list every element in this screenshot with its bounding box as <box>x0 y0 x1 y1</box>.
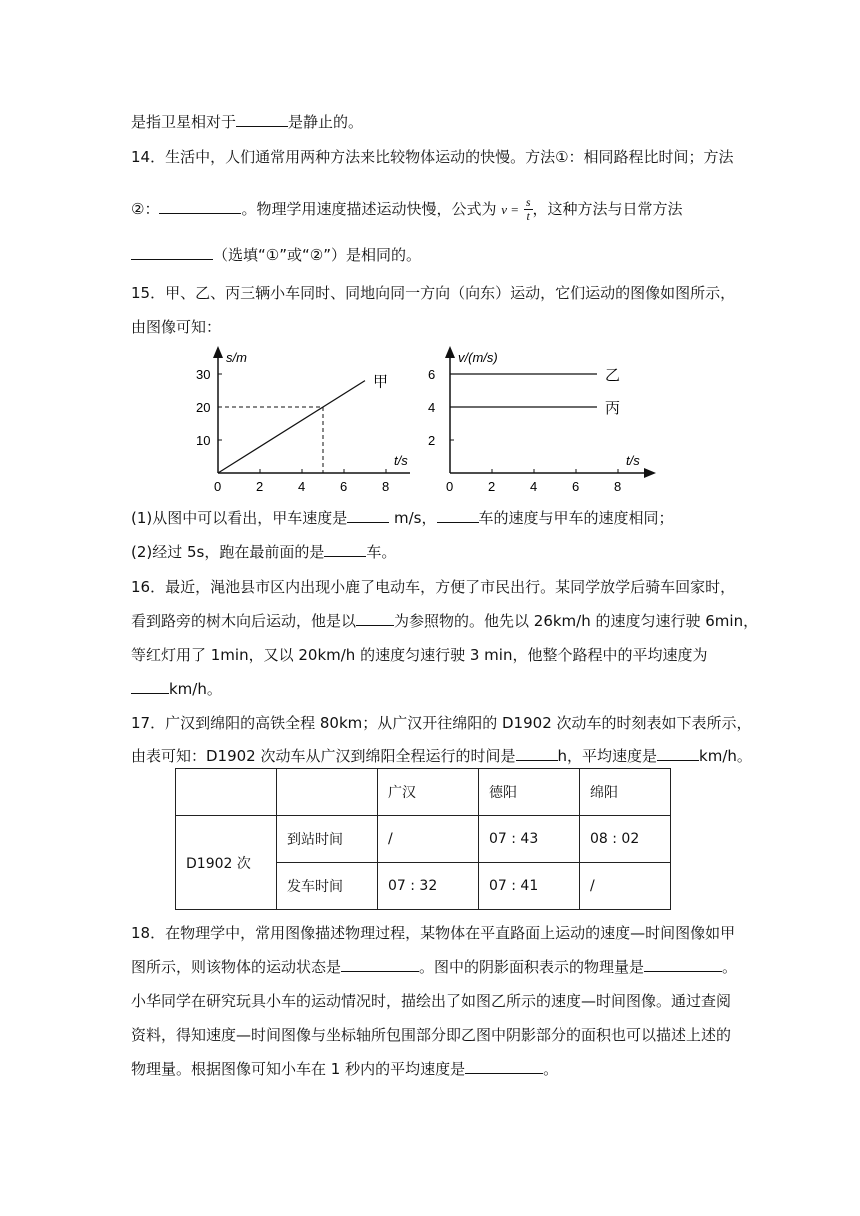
y-tick-label: 30 <box>196 367 211 382</box>
x-tick-label: 8 <box>614 479 622 494</box>
x-axis-label: t/s <box>394 453 408 468</box>
q15-line1: 15．甲、乙、丙三辆小车同时、同地向同一方向（向东）运动，它们运动的图像如图所示， <box>131 284 736 302</box>
formula-fraction: $\frac{s}{t}$ <box>525 195 531 223</box>
y-axis-arrow <box>445 346 455 358</box>
table-header-cell: 广汉 <box>378 769 479 816</box>
y-tick-label: 4 <box>428 400 436 415</box>
y-axis-label: v/(m/s) <box>458 350 498 365</box>
q18-line2: 图所示，则该物体的运动状态是 。图中的阴影面积表示的物理量是 。 <box>131 958 738 976</box>
x-tick-label: 6 <box>340 479 348 494</box>
q18-line5: 物理量。根据图像可知小车在 1 秒内的平均速度是 。 <box>131 1060 559 1078</box>
st-chart <box>190 345 410 495</box>
x-axis-label: t/s <box>626 453 640 468</box>
y-tick-label: 6 <box>428 367 436 382</box>
blank[interactable] <box>465 1059 543 1074</box>
q16-line4: km/h。 <box>131 679 222 699</box>
y-tick-label: 20 <box>196 400 211 415</box>
q15-line2: 由图像可知： <box>131 318 222 336</box>
q17-line1: 17．广汉到绵阳的高铁全程 80km；从广汉开往绵阳的 D1902 次动车的时刻表如下表所示， <box>131 714 752 732</box>
table-cell: / <box>378 816 479 863</box>
q15-sub1: (1)从图中可以看出，甲车速度是 m/s， 车的速度与甲车的速度相同； <box>131 509 674 527</box>
blank[interactable] <box>644 957 722 972</box>
series-label: 丙 <box>605 400 621 417</box>
q14-line1: 14．生活中，人们通常用两种方法来比较物体运动的快慢。方法①：相同路程比时间；方法 <box>131 148 734 166</box>
blank[interactable] <box>341 957 419 972</box>
q18-line1: 18．在物理学中，常用图像描述物理过程，某物体在平直路面上运动的速度—时间图像如甲 <box>131 924 736 942</box>
table-cell: 07 : 43 <box>479 816 580 863</box>
blank[interactable] <box>347 508 389 523</box>
x-tick-label: 4 <box>298 479 306 494</box>
vt-chart <box>420 345 660 495</box>
q13-tail: 是指卫星相对于 是静止的。 <box>131 113 364 131</box>
table-row <box>176 816 671 863</box>
table-cell: / <box>580 863 671 910</box>
table-cell: 07 : 41 <box>479 863 580 910</box>
table-header-cell <box>277 769 378 816</box>
x-tick-label: 8 <box>382 479 390 494</box>
series-line <box>218 381 365 473</box>
x-tick-label: 2 <box>256 479 264 494</box>
blank[interactable] <box>236 112 288 127</box>
blank[interactable] <box>131 679 169 694</box>
q18-line4: 资料，得知速度—时间图像与坐标轴所包围部分即乙图中阴影部分的面积也可以描述上述的 <box>131 1026 732 1044</box>
train-number: D1902 次 <box>176 816 277 910</box>
y-tick-label: 2 <box>428 433 436 448</box>
q16-line3: 等红灯用了 1min，又以 20km/h 的速度匀速行驶 3 min，他整个路程中的平均速度为 <box>131 646 708 664</box>
x-tick-label: 2 <box>488 479 496 494</box>
q16-line1: 16．最近，渑池县市区内出现小鹿了电动车，方便了市民出行。某同学放学后骑车回家时， <box>131 578 736 596</box>
x-tick-label: 6 <box>572 479 580 494</box>
q18-line3: 小华同学在研究玩具小车的运动情况时，描绘出了如图乙所示的速度—时间图像。通过查阅 <box>131 992 732 1010</box>
table-cell: 07 : 32 <box>378 863 479 910</box>
q14-line2: ②： 。物理学用速度描述运动快慢，公式为 v = $\frac{s}{t}$ ，这种方法与日常方法 <box>131 195 683 223</box>
series-label: 甲 <box>373 373 389 391</box>
q16-line2: 看到路旁的树木向后运动，他是以 为参照物的。他先以 26km/h 的速度匀速行驶 6min， <box>131 612 759 630</box>
q17-line2: 由表可知：D1902 次动车从广汉到绵阳全程运行的时间是 h，平均速度是 km/h。 <box>131 747 752 765</box>
table-header-cell: 绵阳 <box>580 769 671 816</box>
blank[interactable] <box>657 746 699 761</box>
blank[interactable] <box>131 245 213 260</box>
row-label: 发车时间 <box>277 863 378 910</box>
y-axis-label: s/m <box>226 350 247 365</box>
y-tick-label: 10 <box>196 433 211 448</box>
table-header-row <box>176 769 671 816</box>
table-header-cell: 德阳 <box>479 769 580 816</box>
x-tick-label: 0 <box>214 479 222 494</box>
timetable <box>175 768 671 910</box>
q15-sub2: (2)经过 5s，跑在最前面的是 车。 <box>131 543 397 561</box>
blank[interactable] <box>324 542 366 557</box>
series-label: 乙 <box>605 367 621 384</box>
table-header-cell <box>176 769 277 816</box>
blank[interactable] <box>356 611 394 626</box>
st-chart-plot <box>196 346 410 494</box>
table-cell: 08 : 02 <box>580 816 671 863</box>
q14-line3: （选填“①”或“②”）是相同的。 <box>131 245 421 265</box>
x-tick-label: 0 <box>446 479 454 494</box>
row-label: 到站时间 <box>277 816 378 863</box>
blank[interactable] <box>516 746 558 761</box>
formula-lhs: v = <box>501 202 520 217</box>
blank[interactable] <box>437 508 479 523</box>
x-tick-label: 4 <box>530 479 538 494</box>
vt-chart-plot <box>428 346 656 494</box>
x-axis-arrow <box>644 468 656 478</box>
blank[interactable] <box>159 199 241 214</box>
y-axis-arrow <box>213 346 223 358</box>
